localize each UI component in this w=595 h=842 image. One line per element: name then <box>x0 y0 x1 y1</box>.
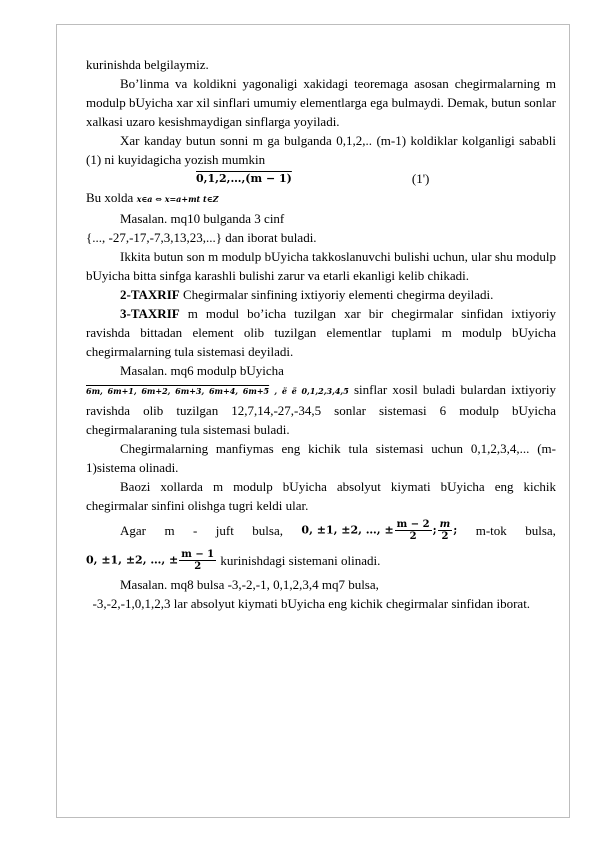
paragraph-5: Masalan. mq10 bulganda 3 cinf <box>120 211 285 226</box>
definition-2-term: 2-TAXRIF <box>120 287 180 302</box>
definition-2-text: Chegirmalar sinfining ixtiyoriy elementi chegirma deyiladi. <box>179 287 494 302</box>
paragraph-2: Bo’linma va koldikni yagonaligi xakidagi teoremaga asosan chegirmalarning m modulp bUyicha xar xil sinflari umumiy elementlarga ega bulmaydi. Demak, butun sonlar xalkasi uzaro kesishmaydigan sinflarga yoyiladi. <box>86 76 556 129</box>
fraction-2 <box>438 519 453 542</box>
formula-residues: , ё ё 0,1,2,3,4,5 <box>274 386 349 396</box>
fraction-3 <box>179 549 216 572</box>
definition-3-term: 3-TAXRIF <box>120 306 180 321</box>
paragraph-11: Baozi xollarda m modulp bUyicha absolyut kiymati bUyicha eng kichik chegirmalar sinfini olishga tugri keldi ular. <box>86 479 556 513</box>
definition-3-text: m modul bo’icha tuzilgan xar bir chegirmalar sinfidan ixtiyoriy ravishda bittadan element olib tuzilgan elementlar tuplami m modulp bUyicha chegirmalarning tula sistemasi deyiladi. <box>86 306 556 359</box>
paragraph-9 <box>86 380 556 439</box>
paragraph-12-word-7: bulsa, <box>525 522 556 538</box>
paragraph-4 <box>86 188 556 209</box>
formula-classes: 6m, 6m+1, 6m+2, 6m+3, 6m+4, 6m+5 <box>86 386 270 396</box>
formula-odd-system <box>86 549 217 572</box>
formula-label: (1') <box>411 171 430 186</box>
paragraph-12-word-2: m <box>164 522 175 538</box>
formula-even-suffix: ; <box>453 523 458 536</box>
fraction-1-denominator: 2 <box>409 530 417 542</box>
formula-residue-list: 0,1,2,…,(m − 1) <box>196 172 292 185</box>
paragraph-7: Ikkita butun son m modulp bUyicha takkoslanuvchi bulishi uchun, ular shu modulp bUyicha bitta sinfga karashli bulishi zarur va etarli ekanligi kelib chikadi. <box>86 249 556 283</box>
paragraph-13 <box>86 545 556 575</box>
paragraph-10: Chegirmalarning manfiymas eng kichik tula sistemasi uchun 0,1,2,3,4,... (m-1)sistema olinadi. <box>86 441 556 475</box>
formula-even-prefix: 0, ±1, ±2, …, ± <box>301 523 394 536</box>
definition-2 <box>86 285 556 304</box>
paragraph-13-text: kurinishdagi sistemani olinadi. <box>217 552 381 568</box>
paragraph-12-word-5: bulsa, <box>252 522 283 538</box>
paragraph-1: kurinishda belgilaymiz. <box>86 57 209 72</box>
formula-class-definition: x∈a ⇔ x=a+mt t∈Z <box>136 194 219 204</box>
document-body <box>86 55 556 613</box>
fraction-2-denominator: 2 <box>441 530 449 542</box>
paragraph-12-word-3: - <box>193 522 198 538</box>
formula-even-system <box>301 519 457 542</box>
paragraph-12-word-1: Agar <box>120 522 146 538</box>
formula-odd-prefix: 0, ±1, ±2, …, ± <box>86 553 179 566</box>
paragraph-6: {..., -27,-17,-7,3,13,23,...} dan iborat buladi. <box>86 230 317 245</box>
fraction-3-numerator: m − 1 <box>181 548 215 560</box>
paragraph-9-text: sinflar xosil buladi bulardan ixtiyoriy ravishda olib tuzilgan 12,7,14,-27,-34,5 sonlar sistemasi 6 modulp bUyicha chegirmalaraning tula sistemasi buladi. <box>86 382 557 437</box>
paragraph-8: Masalan. mq6 modulp bUyicha <box>120 363 284 378</box>
fraction-2-numerator: m <box>439 518 451 530</box>
paragraph-12 <box>86 515 556 545</box>
definition-3 <box>86 304 556 361</box>
paragraph-15: -3,-2,-1,0,1,2,3 lar absolyut kiymati bUyicha eng kichik chegirmalar sinfidan iborat. <box>86 596 531 611</box>
fraction-1 <box>395 519 432 542</box>
formula-line-1 <box>86 169 556 188</box>
paragraph-4-text: Bu xolda <box>86 190 134 205</box>
paragraph-3: Xar kanday butun sonni m ga bulganda 0,1,2,.. (m-1) koldiklar kolganligi sababli (1) ni kuyidagicha yozish mumkin <box>86 133 556 167</box>
formula-separator: ; <box>432 523 437 536</box>
fraction-1-numerator: m − 2 <box>396 518 430 530</box>
fraction-3-denominator: 2 <box>194 560 202 572</box>
paragraph-12-word-6: m-tok <box>475 522 507 538</box>
paragraph-12-word-4: juft <box>215 522 234 538</box>
paragraph-14: Masalan. mq8 bulsa -3,-2,-1, 0,1,2,3,4 mq7 bulsa, <box>120 577 379 592</box>
